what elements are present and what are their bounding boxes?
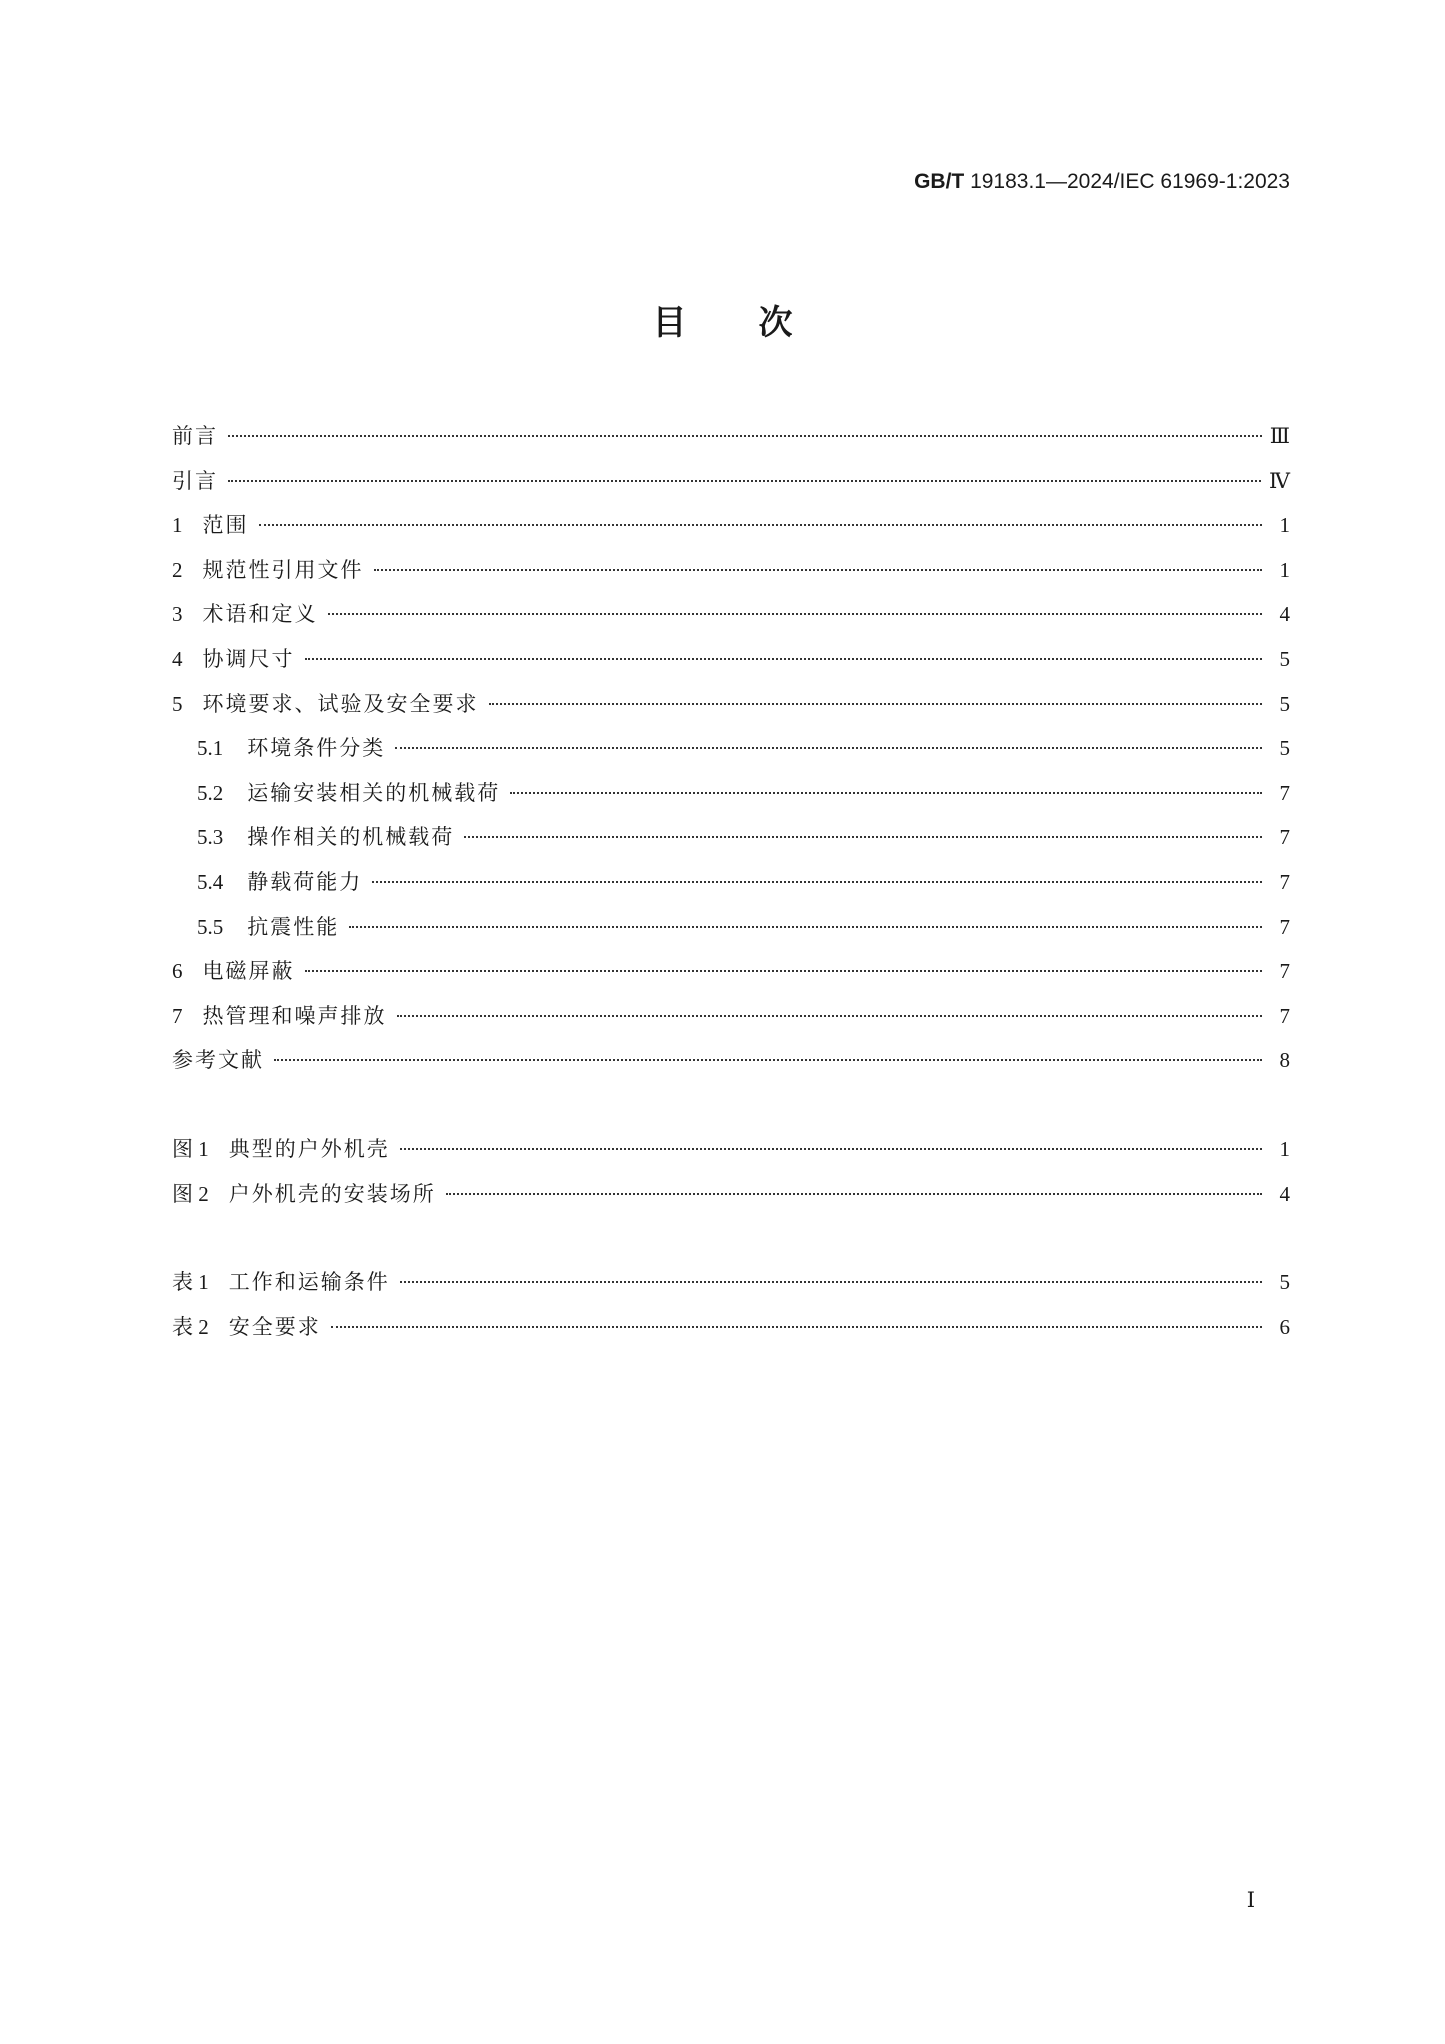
toc-section-entry[interactable] [172, 949, 1290, 994]
toc-entry-number: 1 [172, 513, 183, 538]
toc-entry-page: 5 [1279, 691, 1290, 716]
toc-entry-number: 6 [172, 959, 183, 984]
dot-leader [510, 792, 1262, 794]
toc-entry-page: 7 [1279, 825, 1290, 850]
toc-entry-title: 操作相关的机械载荷 [247, 825, 455, 850]
toc-section-entry[interactable] [172, 771, 1290, 816]
toc-tables-group [172, 1260, 1290, 1349]
toc-entry-page: Ⅲ [1269, 424, 1290, 448]
toc-entry-page: 5 [1279, 1270, 1290, 1295]
toc-entry-page: 5 [1279, 736, 1290, 761]
toc-entry-title: 电磁屏蔽 [202, 959, 295, 984]
dot-leader [274, 1059, 1262, 1061]
toc-entry-title: 引言 [172, 468, 218, 493]
toc-section-entry[interactable] [172, 682, 1290, 727]
toc-entry-title: 静载荷能力 [247, 869, 363, 894]
toc-section-entry[interactable] [172, 414, 1290, 459]
toc-entry-page: 5 [1279, 646, 1290, 671]
toc-entry-page: 7 [1279, 1003, 1290, 1028]
toc-table-entry[interactable] [172, 1305, 1290, 1350]
dot-leader [400, 1281, 1262, 1283]
toc-entry-title: 参考文献 [172, 1048, 264, 1073]
dot-leader [464, 836, 1262, 838]
toc-section-entry[interactable] [172, 1038, 1290, 1083]
toc-section-entry[interactable] [172, 815, 1290, 860]
toc-entry-title: 热管理和噪声排放 [202, 1003, 387, 1028]
toc-entry-page: 4 [1279, 602, 1290, 627]
toc-entry-title: 户外机壳的安装场所 [228, 1181, 436, 1206]
toc-section-entry[interactable] [172, 905, 1290, 950]
standard-prefix: GB/T [914, 170, 965, 193]
dot-leader [305, 970, 1263, 972]
toc-entry-title: 典型的户外机壳 [228, 1136, 390, 1161]
toc-entry-page: 7 [1279, 869, 1290, 894]
toc-entry-number: 5.3 [197, 825, 224, 850]
toc-sections-group [172, 414, 1290, 1083]
toc-section-entry[interactable] [172, 637, 1290, 682]
toc-section-entry[interactable] [172, 548, 1290, 593]
toc-section-entry[interactable] [172, 726, 1290, 771]
dot-leader [400, 1148, 1262, 1150]
toc-section-entry[interactable] [172, 592, 1290, 637]
dot-leader [349, 926, 1262, 928]
toc-entry-page: 4 [1279, 1181, 1290, 1206]
toc-section-entry[interactable] [172, 459, 1290, 504]
toc-entry-title: 范围 [202, 513, 249, 538]
toc-figure-entry[interactable] [172, 1172, 1290, 1217]
dot-leader [446, 1193, 1262, 1195]
toc-entry-page: 6 [1279, 1314, 1290, 1339]
toc-entry-number: 4 [172, 646, 183, 671]
toc-entry-number: 7 [172, 1003, 183, 1028]
toc-entry-page: Ⅳ [1269, 468, 1290, 493]
table-of-contents [172, 414, 1290, 1349]
toc-entry-number: 5.4 [197, 869, 224, 894]
toc-entry-page: 8 [1279, 1048, 1290, 1073]
dot-leader [397, 1015, 1263, 1017]
dot-leader [395, 747, 1262, 749]
toc-entry-page: 1 [1279, 1136, 1290, 1161]
toc-title: 目次 [652, 303, 865, 343]
toc-section-entry[interactable] [172, 994, 1290, 1039]
toc-entry-page: 7 [1279, 914, 1290, 939]
toc-entry-title: 环境要求、试验及安全要求 [202, 691, 479, 716]
toc-entry-number: 5.1 [197, 736, 224, 761]
toc-section-entry[interactable] [172, 503, 1290, 548]
page-number: Ⅰ [1246, 1888, 1255, 1912]
toc-entry-title: 抗震性能 [247, 914, 340, 939]
toc-entry-number: 表 1 [172, 1270, 209, 1295]
toc-entry-title: 安全要求 [228, 1314, 321, 1339]
dot-leader [228, 435, 1262, 437]
dot-leader [331, 1326, 1262, 1328]
toc-entry-title: 术语和定义 [202, 602, 318, 627]
toc-entry-title: 协调尺寸 [202, 646, 295, 671]
dot-leader [372, 881, 1262, 883]
toc-entry-page: 7 [1279, 780, 1290, 805]
dot-leader [489, 703, 1263, 705]
toc-figures-group [172, 1127, 1290, 1216]
dot-leader [228, 480, 1261, 482]
toc-entry-title: 前言 [172, 424, 218, 448]
toc-entry-page: 1 [1279, 557, 1290, 582]
toc-entry-number: 3 [172, 602, 183, 627]
toc-entry-number: 5.2 [197, 780, 224, 805]
toc-entry-number: 表 2 [172, 1314, 209, 1339]
toc-entry-title: 运输安装相关的机械载荷 [247, 780, 501, 805]
dot-leader [374, 569, 1263, 571]
toc-section-entry[interactable] [172, 860, 1290, 905]
toc-entry-title: 环境条件分类 [247, 736, 386, 761]
dot-leader [305, 658, 1263, 660]
standard-number: 19183.1—2024/IEC 61969-1:2023 [964, 170, 1290, 193]
toc-entry-number: 2 [172, 557, 183, 582]
toc-entry-page: 1 [1279, 513, 1290, 538]
standard-number-header [914, 170, 1290, 194]
toc-entry-number: 图 1 [172, 1136, 209, 1161]
toc-figure-entry[interactable] [172, 1127, 1290, 1172]
toc-entry-title: 工作和运输条件 [228, 1270, 390, 1295]
dot-leader [328, 613, 1263, 615]
toc-entry-number: 图 2 [172, 1181, 209, 1206]
dot-leader [259, 524, 1263, 526]
toc-table-entry[interactable] [172, 1260, 1290, 1305]
toc-entry-number: 5 [172, 691, 183, 716]
toc-entry-title: 规范性引用文件 [202, 557, 364, 582]
toc-entry-number: 5.5 [197, 914, 224, 939]
toc-entry-page: 7 [1279, 959, 1290, 984]
